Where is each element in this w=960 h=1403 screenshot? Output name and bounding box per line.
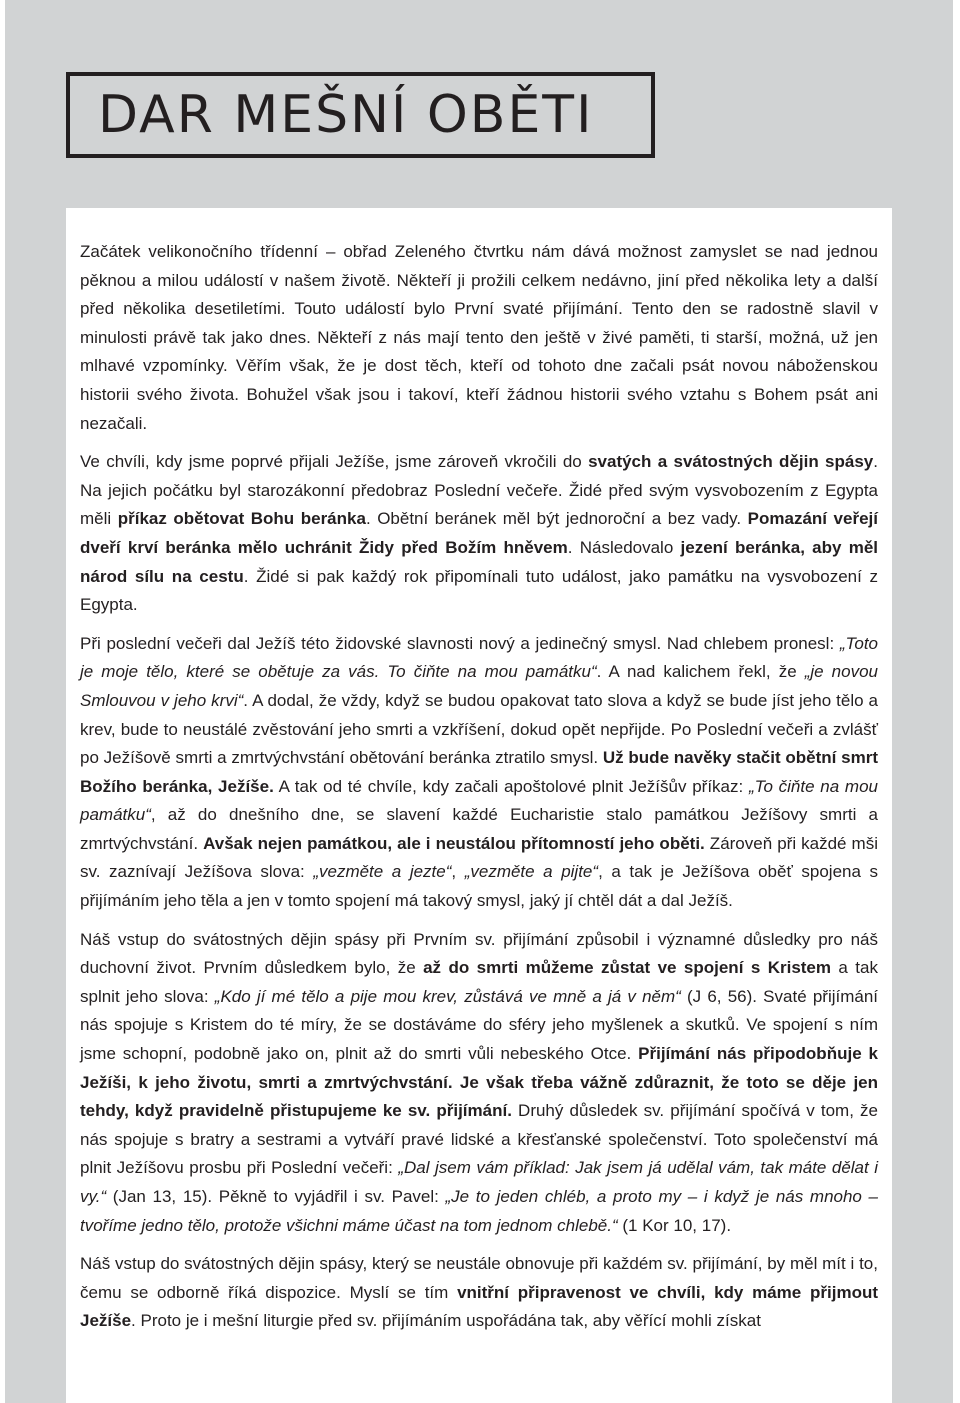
bold-text: vnitřní připravenost ve chvíli, kdy máme přijmout Ježíše	[80, 1282, 878, 1331]
text-run: , až do dnešního dne, se slavení každé Eucharistie stalo památkou Ježíšovy smrti a zmrtvýchvstání.	[80, 805, 878, 853]
text-run: Náš vstup do svátostných dějin spásy při Prvním sv. přijímání způsobil i významné důsledky pro náš duchovní život. Prvním důsledkem bylo, že	[80, 929, 878, 978]
bold-text: Pomazání veřejí dveří krví beránka mělo uchránit Židy před Božím hněvem	[80, 509, 878, 557]
text-run: . A dodal, že vždy, když se budou opakovat tato slova a když se bude jíst jeho tělo a krev, bude to neustálé zvěstování jeho smrti a vzkříšení, dokud opět nepřijde. Po Poslední večeři a zvlášť po Ježíšově smrti a zmrtvýchvstání obětování beránka ztratilo smysl.	[80, 690, 878, 768]
bold-text: Avšak nejen památkou, ale i neustálou přítomností jeho oběti.	[203, 833, 705, 853]
paragraph	[80, 238, 878, 438]
text-run: Druhý důsledek sv. přijímání spočívá v tom, že nás spojuje s bratry a sestrami a vytváří pravé lidské a křesťanské společenství. Toto společenství má plnit Ježíšovu prosbu při Poslední večeři:	[80, 1101, 878, 1178]
italic-quote: „Toto je moje tělo, které se obětuje za vás. To čiňte na mou památku“	[80, 633, 878, 682]
italic-quote: „To čiňte na mou památku“	[80, 776, 878, 825]
italic-quote: „Dal jsem vám příklad: Jak jsem já udělal vám, tak máte dělat i vy.“	[80, 1158, 878, 1206]
text-run: A tak od té chvíle, kdy začali apoštolové plnit Ježíšův příkaz:	[273, 776, 749, 796]
text-run: , a tak je Ježíšova oběť spojena s přijímáním jeho těla a jen v tomto spojení má takový smysl, jaký jí chtěl dát a dal Ježíš.	[80, 862, 878, 911]
italic-quote: „Je to jeden chléb, a proto my – i když je nás mnoho – tvoříme jedno tělo, protože všichni máme účast na tom jednom chlebě.“	[80, 1187, 878, 1235]
italic-quote: „vezměte a jezte“	[313, 862, 452, 882]
bold-text: Už bude navěky stačit obětní smrt Božího beránka, Ježíše.	[80, 748, 878, 796]
text-run: ,	[451, 862, 465, 882]
bold-text: až do smrti můžeme zůstat ve spojení s Kristem	[423, 958, 832, 978]
paragraph	[80, 448, 878, 620]
italic-quote: „Kdo jí mé tělo a pije mou krev, zůstává ve mně a já v něm“	[214, 986, 681, 1006]
text-run: Náš vstup do svátostných dějin spásy, který se neustále obnovuje při každém sv. přijímání, by měl mít i to, čemu se odborně říká dispozice. Myslí se tím	[80, 1254, 878, 1302]
page-title: DAR MEŠNÍ OBĚTI	[98, 85, 594, 145]
bold-text: svatých a svátostných dějin spásy	[588, 452, 874, 472]
text-run: a tak splnit jeho slova:	[80, 958, 878, 1006]
paragraph	[80, 1250, 878, 1336]
text-run: (1 Kor 10, 17).	[617, 1215, 732, 1235]
paragraph	[80, 926, 878, 1241]
text-run: . Následovalo	[567, 537, 681, 557]
text-run: . Proto je i mešní liturgie před sv. přijímáním uspořádána tak, aby věřící mohli získat	[131, 1311, 761, 1331]
text-run: Začátek velikonočního třídenní – obřad Zeleného čtvrtku nám dává možnost zamyslet se nad jednou pěknou a milou událostí v našem životě. Někteří ji prožili celkem nedávno, jiní před několika lety a další před několika desetiletími. Touto událostí bylo První svaté přijímání. Tento den se radostně slavil v minulosti právě tak jako dnes. Někteří z nás mají tento den ještě v živé paměti, ti starší, možná, už jen mlhavé vzpomínky. Věřím však, že je dost těch, kteří od tohoto dne začali psát novou náboženskou historii svého života. Bohužel však jsou i takoví, kteří žádnou historii svého vztahu s Bohem psát ani nezačali.	[80, 242, 878, 433]
paragraph	[80, 630, 878, 916]
text-run: Při poslední večeři dal Ježíš této židovské slavnosti nový a jedinečný smysl. Nad chlebem pronesl:	[80, 633, 840, 653]
text-run: (Jan 13, 15). Pěkně to vyjádřil i sv. Pavel:	[106, 1187, 446, 1206]
italic-quote: „je novou Smlouvou v jeho krvi“	[80, 662, 878, 710]
bold-text: jezení beránka, aby měl národ sílu na cestu	[80, 537, 878, 586]
bold-text: Přijímání nás připodobňuje k Ježíši, k jeho životu, smrti a zmrtvýchvstání. Je však třeba vážně zdůraznit, že toto se děje jen tehdy, když pravidelně přistupujeme ke sv. přijímání.	[80, 1044, 878, 1121]
text-run: . Na jejich počátku byl starozákonní předobraz Poslední večeře. Židé před svým vysvobozením z Egypta měli	[80, 452, 878, 529]
text-run: Ve chvíli, kdy jsme poprvé přijali Ježíše, jsme zároveň vkročili do	[80, 452, 589, 472]
italic-quote: „vezměte a pijte“	[464, 862, 599, 882]
text-run: (J 6, 56). Svaté přijímání nás spojuje s Kristem do té míry, že se dostáváme do sféry jeho myšlenek a skutků. Ve spojení s ním jsme schopní, podobně jako on, plnit až do smrti vůli nebeského Otce.	[80, 986, 879, 1064]
bold-text: příkaz obětovat Bohu beránka	[117, 509, 366, 529]
article-body	[66, 208, 892, 1403]
text-run: Zároveň při každé mši sv. zaznívají Ježíšova slova:	[80, 833, 878, 882]
text-run: . Židé si pak každý rok připomínali tuto událost, jako památku na vysvobození z Egypta.	[80, 566, 878, 615]
text-run: . Obětní beránek měl být jednoroční a bez vady.	[365, 509, 748, 529]
title-box	[66, 72, 655, 158]
text-run: . A nad kalichem řekl, že	[596, 662, 805, 682]
